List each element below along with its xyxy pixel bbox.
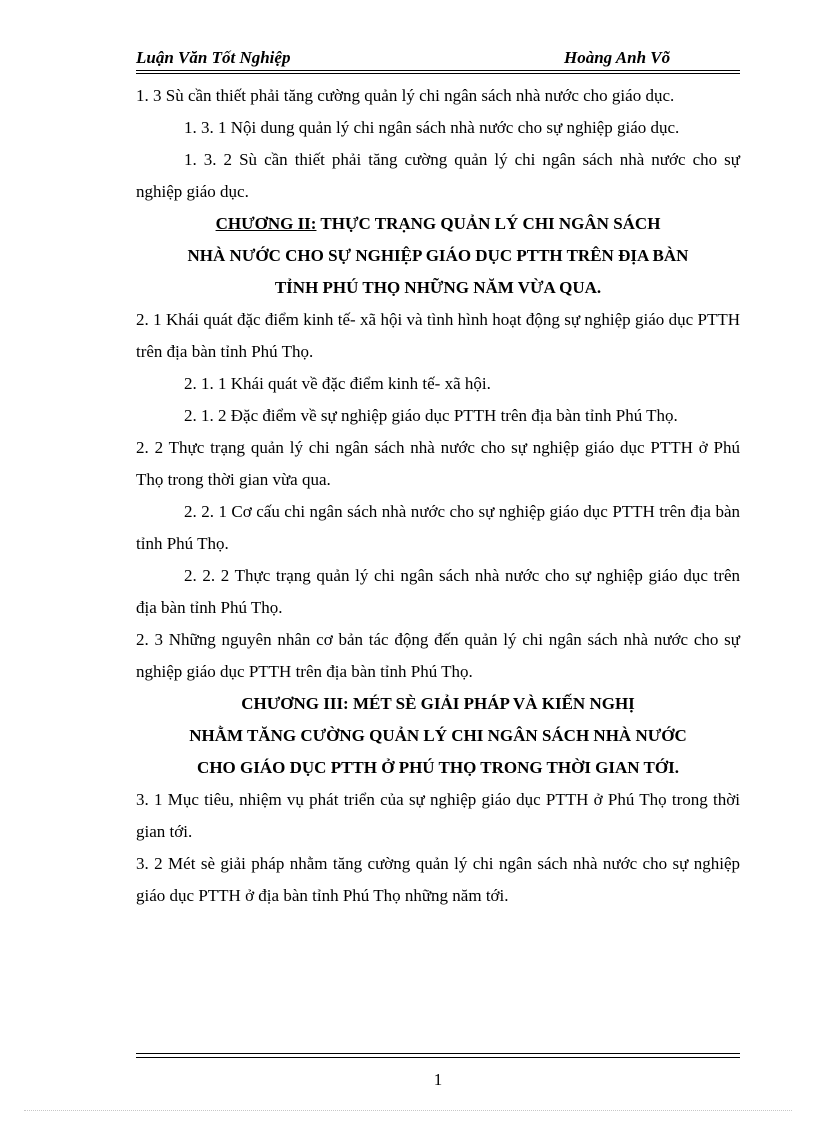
chapter-2-title-part: THỰC TRẠNG QUẢN LÝ CHI NGÂN SÁCH	[316, 214, 661, 233]
toc-entry-1-3-2: 1. 3. 2 Sù cần thiết phải tăng cường quản lý chi ngân sách nhà nước cho sự nghiệp giáo dục.	[136, 150, 740, 201]
chapter-2-label: CHƯƠNG II:	[215, 214, 317, 233]
page-edge-dotted-line	[24, 1110, 792, 1111]
chapter-3-heading-line-1: CHƯƠNG III: MÉT SÈ GIẢI PHÁP VÀ KIẾN NGHỊ	[241, 694, 635, 713]
toc-entry-3-1: 3. 1 Mục tiêu, nhiệm vụ phát triển của sự nghiệp giáo dục PTTH ở Phú Thọ trong thời gian tới.	[136, 790, 740, 841]
chapter-3-heading-line-3: CHO GIÁO DỤC PTTH Ở PHÚ THỌ TRONG THỜI GIAN TỚI.	[197, 758, 679, 777]
toc-entry-2-2: 2. 2 Thực trạng quản lý chi ngân sách nhà nước cho sự nghiệp giáo dục PTTH ở Phú Thọ trong thời gian vừa qua.	[136, 438, 740, 489]
footer-rule-bottom	[136, 1057, 740, 1058]
toc-entry-2-2-1: 2. 2. 1 Cơ cấu chi ngân sách nhà nước cho sự nghiệp giáo dục PTTH trên địa bàn tỉnh Phú Thọ.	[136, 502, 740, 553]
header-title: Luận Văn Tốt Nghiệp	[136, 48, 291, 67]
chapter-3-heading-line-2: NHẰM TĂNG CƯỜNG QUẢN LÝ CHI NGÂN SÁCH NHÀ NƯỚC	[189, 726, 687, 745]
chapter-2-heading-line-3: TỈNH PHÚ THỌ NHỮNG NĂM VỪA QUA.	[274, 278, 602, 297]
toc-entry-2-1: 2. 1 Khái quát đặc điểm kinh tế- xã hội và tình hình hoạt động sự nghiệp giáo dục PTTH trên địa bàn tỉnh Phú Thọ.	[136, 310, 740, 361]
toc-entry-2-1-1: 2. 1. 1 Khái quát về đặc điểm kinh tế- xã hội.	[184, 374, 491, 393]
header-rule-bottom	[136, 73, 740, 74]
toc-entry-2-1-2: 2. 1. 2 Đặc điểm về sự nghiệp giáo dục PTTH trên địa bàn tỉnh Phú Thọ.	[184, 406, 678, 425]
chapter-2-heading-line-1	[136, 208, 740, 240]
footer-rule-top	[136, 1053, 740, 1054]
toc-entry-3-2: 3. 2 Mét sè giải pháp nhằm tăng cường quản lý chi ngân sách nhà nước cho sự nghiệp giáo dục PTTH ở địa bàn tỉnh Phú Thọ những năm tới.	[136, 854, 740, 905]
toc-entry-2-2-2: 2. 2. 2 Thực trạng quản lý chi ngân sách nhà nước cho sự nghiệp giáo dục trên địa bàn tỉnh Phú Thọ.	[136, 566, 740, 617]
chapter-2-heading-line-2: NHÀ NƯỚC CHO SỰ NGHIỆP GIÁO DỤC PTTH TRÊN ĐỊA BÀN	[187, 246, 689, 265]
header-rule-top	[136, 70, 740, 71]
running-header	[136, 48, 740, 72]
toc-entry-2-3: 2. 3 Những nguyên nhân cơ bản tác động đến quản lý chi ngân sách nhà nước cho sự nghiệp giáo dục PTTH trên địa bàn tỉnh Phú Thọ.	[136, 630, 740, 681]
toc-entry-1-3: 1. 3 Sù cần thiết phải tăng cường quản lý chi ngân sách nhà nước cho giáo dục.	[136, 86, 675, 105]
table-of-contents	[136, 80, 740, 912]
header-author: Hoàng Anh Võ	[564, 48, 671, 67]
toc-entry-1-3-1: 1. 3. 1 Nội dung quản lý chi ngân sách nhà nước cho sự nghiệp giáo dục.	[184, 118, 680, 137]
page-number: 1	[433, 1070, 443, 1089]
